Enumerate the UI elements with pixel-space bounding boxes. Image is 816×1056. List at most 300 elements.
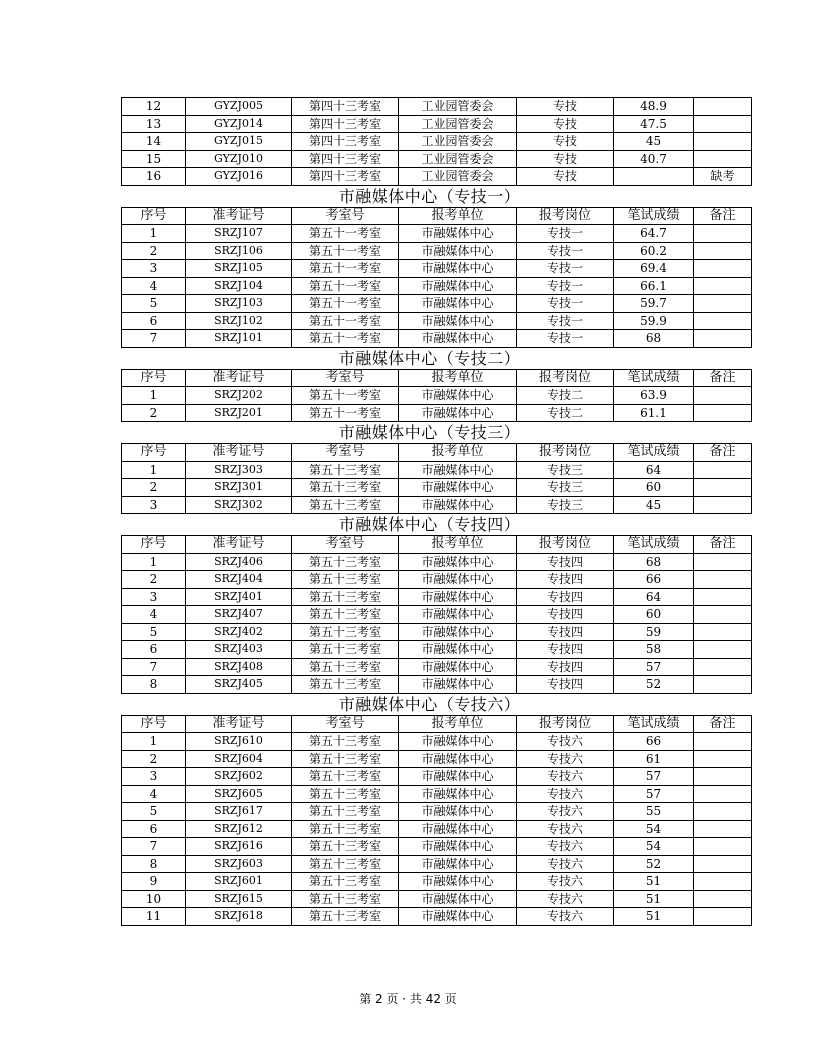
table-row (122, 496, 752, 514)
position-cell: 专技六 (517, 785, 614, 803)
exam-room-cell: 第五十三考室 (292, 768, 399, 786)
position-cell: 专技二 (517, 404, 614, 422)
position-cell: 专技六 (517, 750, 614, 768)
section-title: 市融媒体中心（专技二） (338, 348, 521, 368)
exam-room-cell: 第五十一考室 (292, 312, 399, 330)
column-header: 考室号 (292, 207, 399, 225)
seq-cell: 11 (122, 908, 186, 926)
table-row (122, 676, 752, 694)
seq-cell: 16 (122, 168, 186, 186)
score-cell: 60.2 (614, 242, 694, 260)
remark-cell (694, 330, 752, 348)
seq-cell: 2 (122, 750, 186, 768)
table-row (122, 750, 752, 768)
seq-cell: 13 (122, 115, 186, 133)
seq-cell: 3 (122, 768, 186, 786)
position-cell: 专技六 (517, 838, 614, 856)
column-header: 备注 (694, 715, 752, 733)
unit-cell: 市融媒体中心 (399, 606, 517, 624)
table-row (122, 168, 752, 186)
score-cell: 52 (614, 676, 694, 694)
exam-room-cell: 第五十一考室 (292, 260, 399, 278)
score-cell (614, 168, 694, 186)
remark-cell (694, 733, 752, 751)
exam-room-cell: 第四十三考室 (292, 168, 399, 186)
seq-cell: 5 (122, 295, 186, 313)
column-header: 报考单位 (399, 536, 517, 554)
table-row (122, 387, 752, 405)
position-cell: 专技六 (517, 908, 614, 926)
seq-cell: 8 (122, 855, 186, 873)
remark-cell (694, 750, 752, 768)
unit-cell: 市融媒体中心 (399, 838, 517, 856)
remark-cell (694, 295, 752, 313)
position-cell: 专技一 (517, 330, 614, 348)
seq-cell: 2 (122, 404, 186, 422)
table-row (122, 890, 752, 908)
unit-cell: 市融媒体中心 (399, 803, 517, 821)
table-header-row (122, 369, 752, 387)
score-cell: 40.7 (614, 150, 694, 168)
position-cell: 专技四 (517, 676, 614, 694)
seq-cell: 1 (122, 553, 186, 571)
exam-room-cell: 第五十三考室 (292, 496, 399, 514)
table-row (122, 404, 752, 422)
score-cell: 48.9 (614, 98, 694, 116)
unit-cell: 市融媒体中心 (399, 768, 517, 786)
seq-cell: 8 (122, 676, 186, 694)
position-cell: 专技三 (517, 496, 614, 514)
remark-cell (694, 242, 752, 260)
column-header: 序号 (122, 444, 186, 462)
column-header: 报考单位 (399, 715, 517, 733)
position-cell: 专技六 (517, 820, 614, 838)
column-header: 准考证号 (186, 536, 292, 554)
score-table (121, 369, 752, 423)
position-cell: 专技一 (517, 277, 614, 295)
table-header-row (122, 715, 752, 733)
exam-room-cell: 第五十三考室 (292, 623, 399, 641)
table-row (122, 641, 752, 659)
column-header: 准考证号 (186, 207, 292, 225)
score-table (121, 715, 752, 926)
remark-cell (694, 150, 752, 168)
column-header: 考室号 (292, 536, 399, 554)
column-header: 笔试成绩 (614, 536, 694, 554)
remark-cell (694, 479, 752, 497)
exam-room-cell: 第五十三考室 (292, 908, 399, 926)
ticket-number-cell: SRZJ406 (186, 553, 292, 571)
table-row (122, 768, 752, 786)
score-cell: 45 (614, 133, 694, 151)
seq-cell: 4 (122, 606, 186, 624)
seq-cell: 1 (122, 461, 186, 479)
remark-cell (694, 873, 752, 891)
seq-cell: 5 (122, 803, 186, 821)
table-row (122, 225, 752, 243)
column-header: 报考单位 (399, 369, 517, 387)
unit-cell: 市融媒体中心 (399, 641, 517, 659)
remark-cell (694, 133, 752, 151)
column-header: 备注 (694, 207, 752, 225)
score-cell: 51 (614, 890, 694, 908)
remark-cell (694, 115, 752, 133)
column-header: 序号 (122, 207, 186, 225)
position-cell: 专技六 (517, 890, 614, 908)
remark-cell (694, 820, 752, 838)
unit-cell: 市融媒体中心 (399, 873, 517, 891)
position-cell: 专技四 (517, 658, 614, 676)
exam-room-cell: 第五十一考室 (292, 242, 399, 260)
position-cell: 专技一 (517, 260, 614, 278)
column-header: 笔试成绩 (614, 207, 694, 225)
ticket-number-cell: SRZJ604 (186, 750, 292, 768)
score-cell: 45 (614, 496, 694, 514)
score-cell: 51 (614, 873, 694, 891)
table-row (122, 277, 752, 295)
table-row (122, 260, 752, 278)
unit-cell: 工业园管委会 (399, 98, 517, 116)
score-cell: 61.1 (614, 404, 694, 422)
score-cell: 64 (614, 461, 694, 479)
table-row (122, 588, 752, 606)
ticket-number-cell: SRZJ617 (186, 803, 292, 821)
ticket-number-cell: SRZJ303 (186, 461, 292, 479)
unit-cell: 市融媒体中心 (399, 387, 517, 405)
exam-room-cell: 第五十三考室 (292, 803, 399, 821)
score-cell: 59.9 (614, 312, 694, 330)
position-cell: 专技 (517, 98, 614, 116)
table-row (122, 461, 752, 479)
remark-cell (694, 260, 752, 278)
unit-cell: 市融媒体中心 (399, 553, 517, 571)
ticket-number-cell: SRZJ612 (186, 820, 292, 838)
column-header: 序号 (122, 536, 186, 554)
unit-cell: 市融媒体中心 (399, 260, 517, 278)
score-cell: 69.4 (614, 260, 694, 278)
remark-cell (694, 606, 752, 624)
unit-cell: 市融媒体中心 (399, 820, 517, 838)
unit-cell: 市融媒体中心 (399, 461, 517, 479)
position-cell: 专技六 (517, 733, 614, 751)
position-cell: 专技一 (517, 225, 614, 243)
column-header: 笔试成绩 (614, 369, 694, 387)
ticket-number-cell: GYZJ010 (186, 150, 292, 168)
score-cell: 64.7 (614, 225, 694, 243)
exam-room-cell: 第五十三考室 (292, 461, 399, 479)
table-row (122, 312, 752, 330)
remark-cell (694, 588, 752, 606)
score-cell: 68 (614, 553, 694, 571)
exam-room-cell: 第五十三考室 (292, 676, 399, 694)
table-row (122, 133, 752, 151)
table-row (122, 98, 752, 116)
remark-cell (694, 658, 752, 676)
table-row (122, 553, 752, 571)
exam-room-cell: 第五十一考室 (292, 404, 399, 422)
table-row (122, 606, 752, 624)
section-title: 市融媒体中心（专技一） (338, 186, 521, 206)
position-cell: 专技一 (517, 295, 614, 313)
position-cell: 专技六 (517, 873, 614, 891)
column-header: 备注 (694, 444, 752, 462)
exam-room-cell: 第五十三考室 (292, 838, 399, 856)
position-cell: 专技四 (517, 641, 614, 659)
seq-cell: 9 (122, 873, 186, 891)
unit-cell: 市融媒体中心 (399, 225, 517, 243)
ticket-number-cell: SRZJ601 (186, 873, 292, 891)
exam-room-cell: 第五十三考室 (292, 873, 399, 891)
remark-cell (694, 387, 752, 405)
ticket-number-cell: SRZJ103 (186, 295, 292, 313)
unit-cell: 市融媒体中心 (399, 623, 517, 641)
position-cell: 专技四 (517, 571, 614, 589)
score-table (121, 535, 752, 694)
score-cell: 68 (614, 330, 694, 348)
remark-cell: 缺考 (694, 168, 752, 186)
exam-room-cell: 第五十三考室 (292, 588, 399, 606)
exam-room-cell: 第五十三考室 (292, 571, 399, 589)
position-cell: 专技 (517, 115, 614, 133)
column-header: 备注 (694, 369, 752, 387)
exam-room-cell: 第五十一考室 (292, 225, 399, 243)
remark-cell (694, 768, 752, 786)
exam-room-cell: 第五十三考室 (292, 553, 399, 571)
ticket-number-cell: SRZJ616 (186, 838, 292, 856)
exam-room-cell: 第五十三考室 (292, 820, 399, 838)
exam-room-cell: 第五十一考室 (292, 277, 399, 295)
remark-cell (694, 225, 752, 243)
ticket-number-cell: SRZJ403 (186, 641, 292, 659)
unit-cell: 市融媒体中心 (399, 855, 517, 873)
unit-cell: 工业园管委会 (399, 168, 517, 186)
unit-cell: 市融媒体中心 (399, 588, 517, 606)
exam-room-cell: 第五十三考室 (292, 641, 399, 659)
remark-cell (694, 855, 752, 873)
position-cell: 专技三 (517, 479, 614, 497)
ticket-number-cell: SRZJ201 (186, 404, 292, 422)
score-cell: 51 (614, 908, 694, 926)
exam-room-cell: 第四十三考室 (292, 150, 399, 168)
score-cell: 55 (614, 803, 694, 821)
column-header: 准考证号 (186, 715, 292, 733)
unit-cell: 市融媒体中心 (399, 733, 517, 751)
column-header: 报考单位 (399, 444, 517, 462)
position-cell: 专技 (517, 168, 614, 186)
exam-room-cell: 第五十一考室 (292, 330, 399, 348)
page-footer: 第 2 页 · 共 42 页 (359, 992, 457, 1006)
seq-cell: 2 (122, 479, 186, 497)
score-cell: 59 (614, 623, 694, 641)
score-table (121, 443, 752, 514)
ticket-number-cell: SRZJ104 (186, 277, 292, 295)
table-row (122, 803, 752, 821)
seq-cell: 12 (122, 98, 186, 116)
score-cell: 54 (614, 838, 694, 856)
exam-room-cell: 第五十三考室 (292, 658, 399, 676)
unit-cell: 工业园管委会 (399, 115, 517, 133)
unit-cell: 市融媒体中心 (399, 908, 517, 926)
column-header: 报考单位 (399, 207, 517, 225)
seq-cell: 1 (122, 387, 186, 405)
section-title: 市融媒体中心（专技三） (338, 423, 521, 442)
ticket-number-cell: SRZJ401 (186, 588, 292, 606)
ticket-number-cell: GYZJ015 (186, 133, 292, 151)
unit-cell: 市融媒体中心 (399, 890, 517, 908)
column-header: 报考岗位 (517, 444, 614, 462)
position-cell: 专技三 (517, 461, 614, 479)
seq-cell: 4 (122, 277, 186, 295)
ticket-number-cell: SRZJ618 (186, 908, 292, 926)
table-row (122, 873, 752, 891)
remark-cell (694, 98, 752, 116)
table-row (122, 733, 752, 751)
seq-cell: 7 (122, 330, 186, 348)
ticket-number-cell: SRZJ202 (186, 387, 292, 405)
column-header: 报考岗位 (517, 207, 614, 225)
score-cell: 60 (614, 479, 694, 497)
ticket-number-cell: SRZJ301 (186, 479, 292, 497)
ticket-number-cell: SRZJ105 (186, 260, 292, 278)
exam-room-cell: 第五十一考室 (292, 295, 399, 313)
score-cell: 66 (614, 733, 694, 751)
ticket-number-cell: SRZJ603 (186, 855, 292, 873)
remark-cell (694, 908, 752, 926)
seq-cell: 4 (122, 785, 186, 803)
unit-cell: 市融媒体中心 (399, 676, 517, 694)
exam-room-cell: 第五十三考室 (292, 733, 399, 751)
seq-cell: 3 (122, 496, 186, 514)
unit-cell: 市融媒体中心 (399, 295, 517, 313)
remark-cell (694, 571, 752, 589)
ticket-number-cell: GYZJ005 (186, 98, 292, 116)
column-header: 报考岗位 (517, 369, 614, 387)
exam-room-cell: 第五十三考室 (292, 750, 399, 768)
ticket-number-cell: SRZJ408 (186, 658, 292, 676)
unit-cell: 市融媒体中心 (399, 277, 517, 295)
ticket-number-cell: SRZJ615 (186, 890, 292, 908)
exam-room-cell: 第五十一考室 (292, 387, 399, 405)
remark-cell (694, 404, 752, 422)
column-header: 序号 (122, 369, 186, 387)
score-cell: 61 (614, 750, 694, 768)
table-row (122, 658, 752, 676)
position-cell: 专技 (517, 133, 614, 151)
ticket-number-cell: GYZJ016 (186, 168, 292, 186)
remark-cell (694, 496, 752, 514)
seq-cell: 7 (122, 838, 186, 856)
position-cell: 专技一 (517, 242, 614, 260)
remark-cell (694, 641, 752, 659)
unit-cell: 市融媒体中心 (399, 242, 517, 260)
seq-cell: 2 (122, 242, 186, 260)
score-cell: 59.7 (614, 295, 694, 313)
table-row (122, 908, 752, 926)
score-cell: 52 (614, 855, 694, 873)
unit-cell: 市融媒体中心 (399, 658, 517, 676)
position-cell: 专技 (517, 150, 614, 168)
column-header: 考室号 (292, 369, 399, 387)
column-header: 笔试成绩 (614, 715, 694, 733)
position-cell: 专技一 (517, 312, 614, 330)
seq-cell: 15 (122, 150, 186, 168)
exam-room-cell: 第五十三考室 (292, 785, 399, 803)
table-row (122, 150, 752, 168)
ticket-number-cell: SRZJ610 (186, 733, 292, 751)
table-row (122, 330, 752, 348)
remark-cell (694, 785, 752, 803)
score-cell: 47.5 (614, 115, 694, 133)
column-header: 准考证号 (186, 369, 292, 387)
ticket-number-cell: SRZJ107 (186, 225, 292, 243)
remark-cell (694, 461, 752, 479)
ticket-number-cell: SRZJ605 (186, 785, 292, 803)
position-cell: 专技二 (517, 387, 614, 405)
exam-room-cell: 第四十三考室 (292, 133, 399, 151)
exam-room-cell: 第五十三考室 (292, 479, 399, 497)
unit-cell: 市融媒体中心 (399, 750, 517, 768)
seq-cell: 6 (122, 312, 186, 330)
score-cell: 57 (614, 785, 694, 803)
score-cell: 54 (614, 820, 694, 838)
unit-cell: 市融媒体中心 (399, 312, 517, 330)
column-header: 考室号 (292, 444, 399, 462)
position-cell: 专技六 (517, 803, 614, 821)
table-row (122, 838, 752, 856)
table-header-row (122, 444, 752, 462)
table-row (122, 820, 752, 838)
score-cell: 58 (614, 641, 694, 659)
remark-cell (694, 803, 752, 821)
remark-cell (694, 277, 752, 295)
column-header: 备注 (694, 536, 752, 554)
remark-cell (694, 623, 752, 641)
seq-cell: 6 (122, 820, 186, 838)
unit-cell: 工业园管委会 (399, 150, 517, 168)
table-row (122, 242, 752, 260)
seq-cell: 3 (122, 588, 186, 606)
unit-cell: 市融媒体中心 (399, 479, 517, 497)
score-cell: 57 (614, 768, 694, 786)
ticket-number-cell: GYZJ014 (186, 115, 292, 133)
score-cell: 63.9 (614, 387, 694, 405)
unit-cell: 市融媒体中心 (399, 785, 517, 803)
ticket-number-cell: SRZJ302 (186, 496, 292, 514)
column-header: 序号 (122, 715, 186, 733)
score-cell: 60 (614, 606, 694, 624)
exam-room-cell: 第四十三考室 (292, 98, 399, 116)
table-row (122, 785, 752, 803)
unit-cell: 市融媒体中心 (399, 571, 517, 589)
remark-cell (694, 553, 752, 571)
ticket-number-cell: SRZJ404 (186, 571, 292, 589)
exam-room-cell: 第五十三考室 (292, 890, 399, 908)
score-cell: 66.1 (614, 277, 694, 295)
exam-room-cell: 第五十三考室 (292, 855, 399, 873)
seq-cell: 14 (122, 133, 186, 151)
score-cell: 64 (614, 588, 694, 606)
remark-cell (694, 890, 752, 908)
position-cell: 专技四 (517, 623, 614, 641)
remark-cell (694, 312, 752, 330)
score-cell: 57 (614, 658, 694, 676)
table-row (122, 295, 752, 313)
column-header: 准考证号 (186, 444, 292, 462)
unit-cell: 市融媒体中心 (399, 330, 517, 348)
score-cell: 66 (614, 571, 694, 589)
exam-room-cell: 第四十三考室 (292, 115, 399, 133)
column-header: 报考岗位 (517, 536, 614, 554)
